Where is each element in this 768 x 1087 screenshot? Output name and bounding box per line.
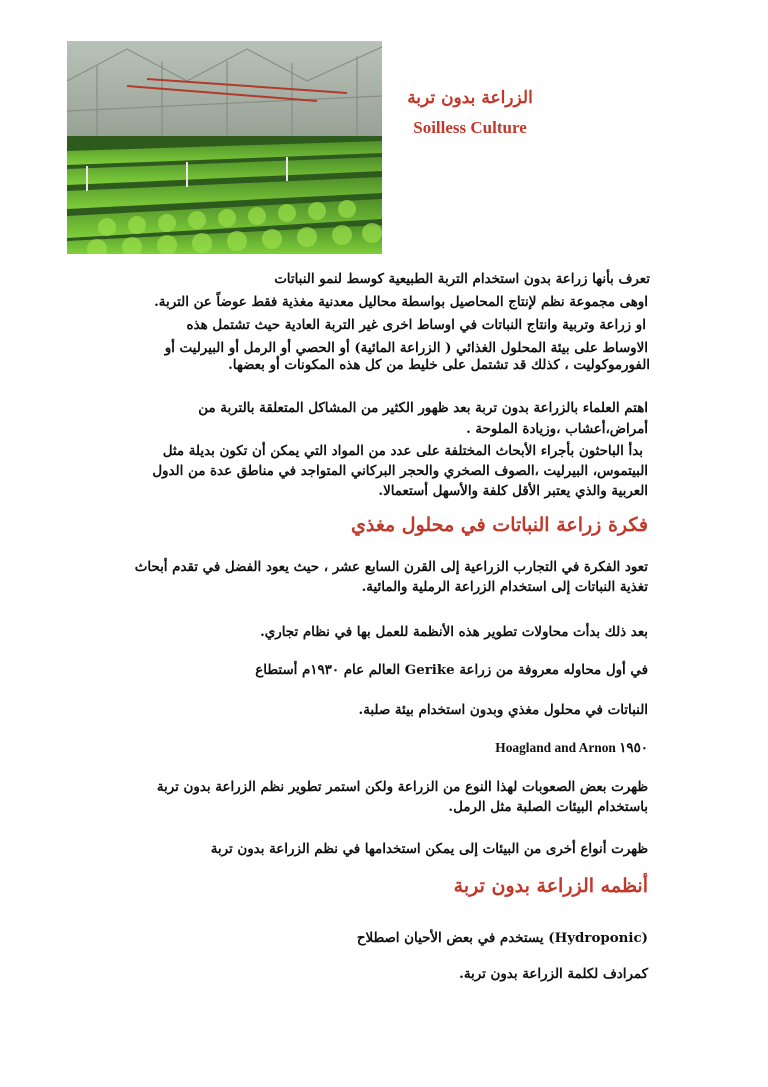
intro-line-1: تعرف بأنها زراعة بدون استخدام التربة الطبيعية كوسط لنمو النباتات (274, 271, 650, 287)
hydroponic-line: (Hydroponic) يستخدم في بعض الأحيان اصطلاح (356, 930, 648, 946)
synonym-line: كمرادف لكلمة الزراعة بدون تربة. (459, 966, 648, 982)
title-arabic: الزراعة بدون تربة (407, 88, 533, 108)
history-line-3: بدأ الباحثون بأجراء الأبحاث المختلفة على عدد من المواد التي يمكن أن تكون بديلة مثل (162, 443, 643, 459)
other-media-line: ظهرت أنواع أخرى من البيئات إلى يمكن استخدامها في نظم الزراعة بدون تربة (210, 841, 648, 857)
gerike-line-2: النباتات في محلول مغذي وبدون استخدام بيئة صلبة. (358, 702, 648, 718)
heading-nutrient-solution: فكرة زراعة النباتات في محلول مغذي (351, 514, 648, 536)
history-line-1: اهتم العلماء بالزراعة بدون تربة بعد ظهور الكثير من المشاكل المتعلقة بالتربة من (198, 400, 648, 416)
history-line-4: البيتموس، البيرليت ،الصوف الصخري والحجر البركاني المتواجد في مناطق عدة من الدول (152, 463, 648, 479)
intro-line-3: او زراعة وتربية وانتاج النباتات في اوساط اخرى غير التربة العادية حيث تشتمل هذه (186, 317, 646, 333)
intro-line-5: الفورموكوليت ، كذلك قد تشتمل على خليط من كل هذه المكونات أو بعضها. (228, 357, 650, 373)
intro-line-4: الاوساط على بيئة المحلول الغذائي ( الزراعة المائية) أو الحصي أو الرمل أو البيرليت أو (164, 340, 648, 356)
greenhouse-lettuce-photo (67, 41, 382, 254)
history-line-5: العربية والذي يعتبر الأقل كلفة والأسهل أستعمالا. (378, 483, 648, 499)
difficulty-line-2: باستخدام البيئات الصلبة مثل الرمل. (448, 799, 648, 815)
idea-line-1: تعود الفكرة في التجارب الزراعية إلى القرن السابع عشر ، حيث يعود الفضل في تقدم أبحاث (134, 559, 648, 575)
gerike-line: في أول محاوله معروفة من زراعة Gerike العالم عام ١٩٣٠م أستطاع (255, 662, 648, 678)
history-line-2: أمراض،أعشاب ،وزيادة الملوحة . (466, 421, 648, 437)
idea-line-2: تغذية النباتات إلى استخدام الزراعة الرملية والمائية. (361, 579, 648, 595)
intro-line-2: اوهى مجموعة نظم لإنتاج المحاصيل بواسطة محاليل معدنية مغذية فقط عوضاً عن التربة. (154, 294, 648, 310)
heading-soilless-systems: أنظمه الزراعة بدون تربة (453, 875, 648, 897)
hoagland-line: ١٩٥٠ Hoagland and Arnon (495, 740, 648, 755)
title-english: Soilless Culture (413, 118, 527, 137)
difficulty-line-1: ظهرت بعض الصعوبات لهذا النوع من الزراعة ولكن استمر تطوير نظم الزراعة بدون تربة (156, 779, 648, 795)
commercial-line: بعد ذلك بدأت محاولات تطوير هذه الأنظمة للعمل بها في نظام تجاري. (260, 624, 648, 640)
